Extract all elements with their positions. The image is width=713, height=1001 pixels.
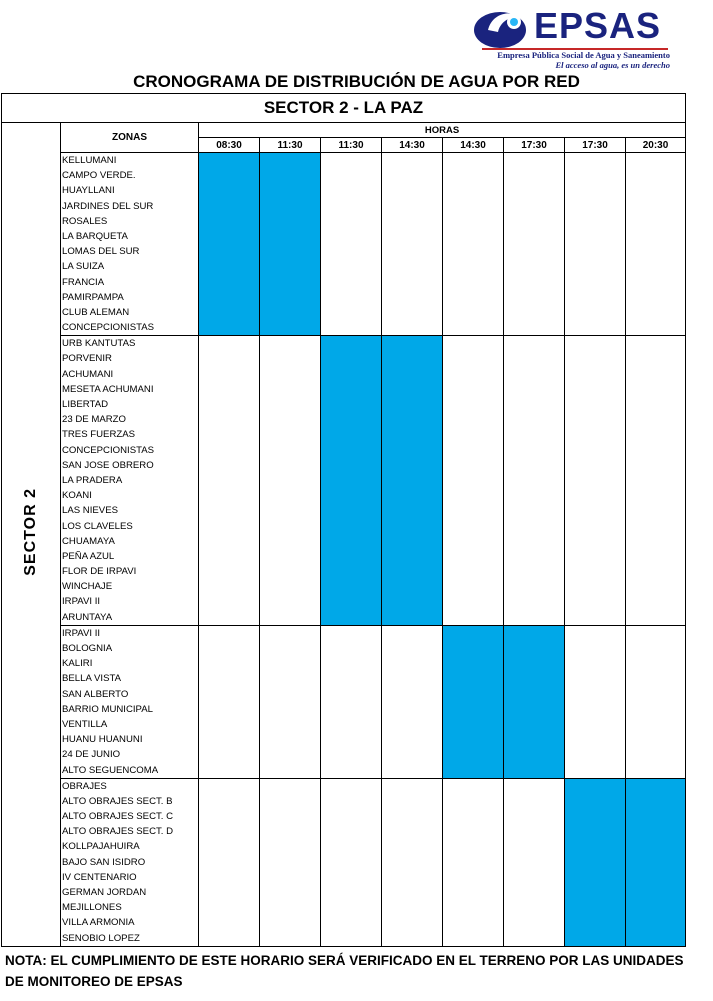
inactive-slot [382,778,443,946]
zonas-header: ZONAS [61,123,199,153]
zone-name: CAMPO VERDE. [62,170,136,182]
zone-name: LAS NIEVES [62,505,118,517]
zone-name: MESETA ACHUMANI [62,383,154,395]
page-title: CRONOGRAMA DE DISTRIBUCIÓN DE AGUA POR RED [133,72,580,91]
inactive-slot [565,153,626,336]
inactive-slot [382,625,443,778]
zone-name: 24 DE JUNIO [62,749,121,761]
zone-name: SAN JOSE OBRERO [62,459,154,471]
inactive-slot [321,625,382,778]
zone-name: VILLA ARMONIA [62,917,135,929]
logo-tagline: Empresa Pública Social de Agua y Saneamiento [497,50,670,60]
zone-name: KELLUMANI [62,155,117,166]
active-slot [382,336,443,626]
zone-name: HUAYLLANI [62,185,115,197]
zone-name: JARDINES DEL SUR [62,200,154,212]
zone-name: BARRIO MUNICIPAL [62,703,153,715]
inactive-slot [260,778,321,946]
zone-group-row [2,625,686,778]
zone-name: TRES FUERZAS [62,429,136,441]
time-header: 08:30 [199,138,260,153]
sector-side-cell [2,123,61,947]
zone-name: WINCHAJE [62,581,113,593]
zone-group-row [2,778,686,946]
zone-list [61,153,199,336]
zone-name: SAN ALBERTO [62,688,129,700]
logo-slogan: El acceso al agua, es un derecho [555,60,670,70]
zone-name: 23 DE MARZO [62,414,126,426]
zone-name: BOLOGNIA [62,643,113,654]
zone-name: IRPAVI II [62,627,101,639]
zone-name: ROSALES [62,215,108,227]
time-header: 14:30 [443,138,504,153]
zone-name: VENTILLA [62,718,108,730]
inactive-slot [443,153,504,336]
sector-side-label: SECTOR 2 [22,488,39,576]
zone-name: IV CENTENARIO [62,871,137,883]
inactive-slot [565,625,626,778]
active-slot [443,625,504,778]
zone-name: ALTO OBRAJES SECT. D [62,826,174,838]
zone-name: LA PRADERA [62,474,123,486]
zone-name: CHUAMAYA [62,535,115,547]
zone-list [61,336,199,626]
active-slot [199,153,260,336]
water-drop-logo-icon [468,4,538,50]
time-header: 11:30 [321,138,382,153]
horas-header: HORAS [199,123,686,138]
inactive-slot [321,778,382,946]
zone-name: OBRAJES [62,780,107,792]
inactive-slot [382,153,443,336]
zone-name: ALTO OBRAJES SECT. C [62,811,174,823]
logo-name: EPSAS [534,5,662,46]
inactive-slot [626,153,686,336]
zone-name: IRPAVI II [62,596,101,608]
time-header: 20:30 [626,138,686,153]
time-header: 17:30 [504,138,565,153]
zone-name: FLOR DE IRPAVI [62,566,137,578]
active-slot [565,778,626,946]
inactive-slot [443,336,504,626]
zone-name: CONCEPCIONISTAS [62,322,155,334]
zone-name: URB KANTUTAS [62,338,136,350]
zone-group-row [2,336,686,626]
footer-note: NOTA: EL CUMPLIMIENTO DE ESTE HORARIO SERÁ VERIFICADO EN EL TERRENO POR LAS UNIDADES DE MONITOREO DE EPSAS [5,953,684,989]
zone-name: CLUB ALEMAN [62,306,130,318]
inactive-slot [626,625,686,778]
inactive-slot [443,778,504,946]
inactive-slot [504,336,565,626]
time-header: 17:30 [565,138,626,153]
zone-name: KOLLPAJAHUIRA [62,841,140,853]
zone-name: PAMIRPAMPA [62,291,124,303]
zone-name: ACHUMANI [62,368,114,380]
inactive-slot [199,336,260,626]
time-header: 11:30 [260,138,321,153]
time-header: 14:30 [382,138,443,153]
zone-name: LIBERTAD [62,399,109,410]
inactive-slot [626,336,686,626]
zone-name: CONCEPCIONISTAS [62,444,155,456]
zone-name: LOS CLAVELES [62,520,133,532]
zone-name: GERMAN JORDAN [62,887,147,898]
zone-name: ARUNTAYA [62,611,113,623]
epsas-logo [468,4,670,70]
zone-name: KALIRI [62,658,93,670]
active-slot [626,778,686,946]
sector-header: SECTOR 2 - LA PAZ [2,94,686,123]
inactive-slot [565,336,626,626]
schedule-table [1,93,686,947]
inactive-slot [321,153,382,336]
inactive-slot [260,336,321,626]
zone-name: KOANI [62,490,92,502]
inactive-slot [260,625,321,778]
zone-name: LOMAS DEL SUR [62,246,140,258]
zone-name: SENOBIO LOPEZ [62,932,140,944]
zone-list [61,625,199,778]
zone-name: ALTO OBRAJES SECT. B [62,795,173,807]
zone-name: LA BARQUETA [62,230,128,242]
zone-name: FRANCIA [62,276,105,288]
zone-name: ALTO SEGUENCOMA [62,764,159,776]
zone-group-row [2,153,686,336]
inactive-slot [199,625,260,778]
zone-name: BELLA VISTA [62,673,122,685]
zone-name: LA SUIZA [62,261,105,273]
zone-name: PORVENIR [62,353,112,365]
active-slot [321,336,382,626]
zone-name: BAJO SAN ISIDRO [62,856,146,868]
active-slot [504,625,565,778]
inactive-slot [504,153,565,336]
zone-name: MEJILLONES [62,902,122,914]
inactive-slot [199,778,260,946]
zone-name: HUANU HUANUNI [62,734,143,746]
zone-name: PEÑA AZUL [62,550,115,562]
active-slot [260,153,321,336]
zone-list [61,778,199,946]
inactive-slot [504,778,565,946]
